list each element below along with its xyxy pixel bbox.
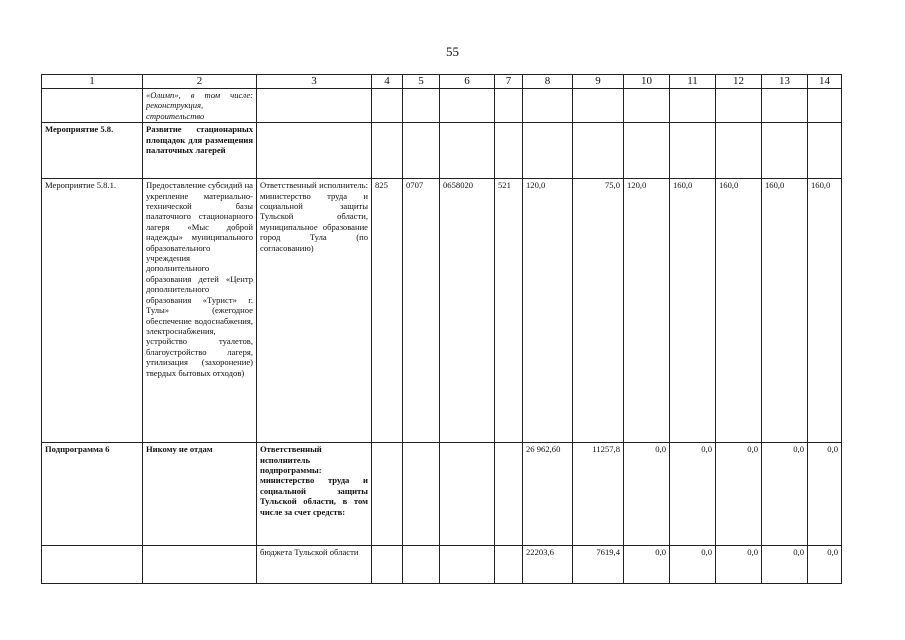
table-cell [624,89,670,123]
table-cell [716,89,762,123]
table-cell [523,89,573,123]
table-row-continuation [42,89,842,123]
executor-cell: Ответственный исполнитель подпрограммы: министерство труда и социальной защиты Тульской области, в том числе за счет средств: [257,443,372,546]
value-cell: 7619,4 [573,546,624,584]
value-cell: 160,0 [762,179,808,443]
table-cell [573,123,624,179]
table-cell [440,123,495,179]
header-cell: 12 [716,75,762,89]
table-cell [257,89,372,123]
value-cell: 0,0 [762,443,808,546]
value-cell: 0,0 [624,443,670,546]
measure-name-cell: Развитие стационарных площадок для размещения палаточных лагерей [143,123,257,179]
page-number: 55 [446,44,459,59]
header-cell: 10 [624,75,670,89]
table-cell [403,443,440,546]
value-cell: 75,0 [573,179,624,443]
table-cell [257,123,372,179]
table-cell [495,546,523,584]
table-cell [624,123,670,179]
header-cell: 4 [372,75,403,89]
value-cell: 26 962,60 [523,443,573,546]
value-cell: 0,0 [670,443,716,546]
header-cell: 14 [808,75,842,89]
table-cell [762,123,808,179]
table-cell [372,123,403,179]
section-code-cell: 0707 [403,179,440,443]
table-cell [440,546,495,584]
value-cell: 0,0 [808,546,842,584]
activity-name-cell: «Олимп», в том числе: реконструкция, строительство [143,89,257,123]
value-cell: 0,0 [670,546,716,584]
table-cell [670,89,716,123]
header-cell: 7 [495,75,523,89]
table-row-regional-budget [42,546,842,584]
expense-type-cell: 521 [495,179,523,443]
header-cell: 2 [143,75,257,89]
budget-table [41,74,842,584]
value-cell: 11257,8 [573,443,624,546]
table-row-measure-5-8 [42,123,842,179]
header-cell: 8 [523,75,573,89]
subprogram-name-cell: Никому не отдам [143,443,257,546]
table-cell [143,546,257,584]
table-cell [495,443,523,546]
header-cell: 3 [257,75,372,89]
funding-source-cell: бюджета Тульской области [257,546,372,584]
table-cell [42,546,143,584]
table-cell [808,89,842,123]
value-cell: 160,0 [716,179,762,443]
header-cell: 1 [42,75,143,89]
table-cell [670,123,716,179]
table-cell [440,443,495,546]
table-cell [495,89,523,123]
table-cell [403,123,440,179]
value-cell: 160,0 [670,179,716,443]
table-cell [523,123,573,179]
table-cell [403,89,440,123]
value-cell: 0,0 [624,546,670,584]
header-cell: 6 [440,75,495,89]
value-cell: 0,0 [808,443,842,546]
target-article-cell: 0658020 [440,179,495,443]
table-cell [42,89,143,123]
value-cell: 22203,6 [523,546,573,584]
measure-code-cell: Мероприятие 5.8.1. [42,179,143,443]
measure-code-cell: Мероприятие 5.8. [42,123,143,179]
value-cell: 120,0 [523,179,573,443]
table-cell [372,443,403,546]
table-cell [403,546,440,584]
table-cell [716,123,762,179]
grbs-code-cell: 825 [372,179,403,443]
value-cell: 0,0 [762,546,808,584]
table-cell [573,89,624,123]
table-row-subprogram-6 [42,443,842,546]
table-cell [495,123,523,179]
header-cell: 5 [403,75,440,89]
header-cell: 9 [573,75,624,89]
header-cell: 13 [762,75,808,89]
value-cell: 120,0 [624,179,670,443]
table-row-measure-5-8-1 [42,179,842,443]
table-cell [372,546,403,584]
header-row [42,75,842,89]
header-cell: 11 [670,75,716,89]
value-cell: 160,0 [808,179,842,443]
table-cell [372,89,403,123]
measure-name-cell: Предоставление субсидий на укрепление материально-технической базы палаточного стационарного лагеря «Мыс доброй надежды» муниципального образовательного учреждения дополнительного образования детей «Центр дополнительного образования «Турист» г. Тулы» (ежегодное обеспечение водоснабжения, электроснабжения, устройство туалетов, благоустройство лагеря, утилизация (захоронение) твердых бытовых отходов) [143,179,257,443]
table-cell [440,89,495,123]
subprogram-code-cell: Подпрограмма 6 [42,443,143,546]
executor-cell: Ответственный исполнитель: министерство труда и социальной защиты Тульской области, муниципальное образование город Тула (по согласованию) [257,179,372,443]
table-cell [762,89,808,123]
table-cell [808,123,842,179]
value-cell: 0,0 [716,443,762,546]
value-cell: 0,0 [716,546,762,584]
